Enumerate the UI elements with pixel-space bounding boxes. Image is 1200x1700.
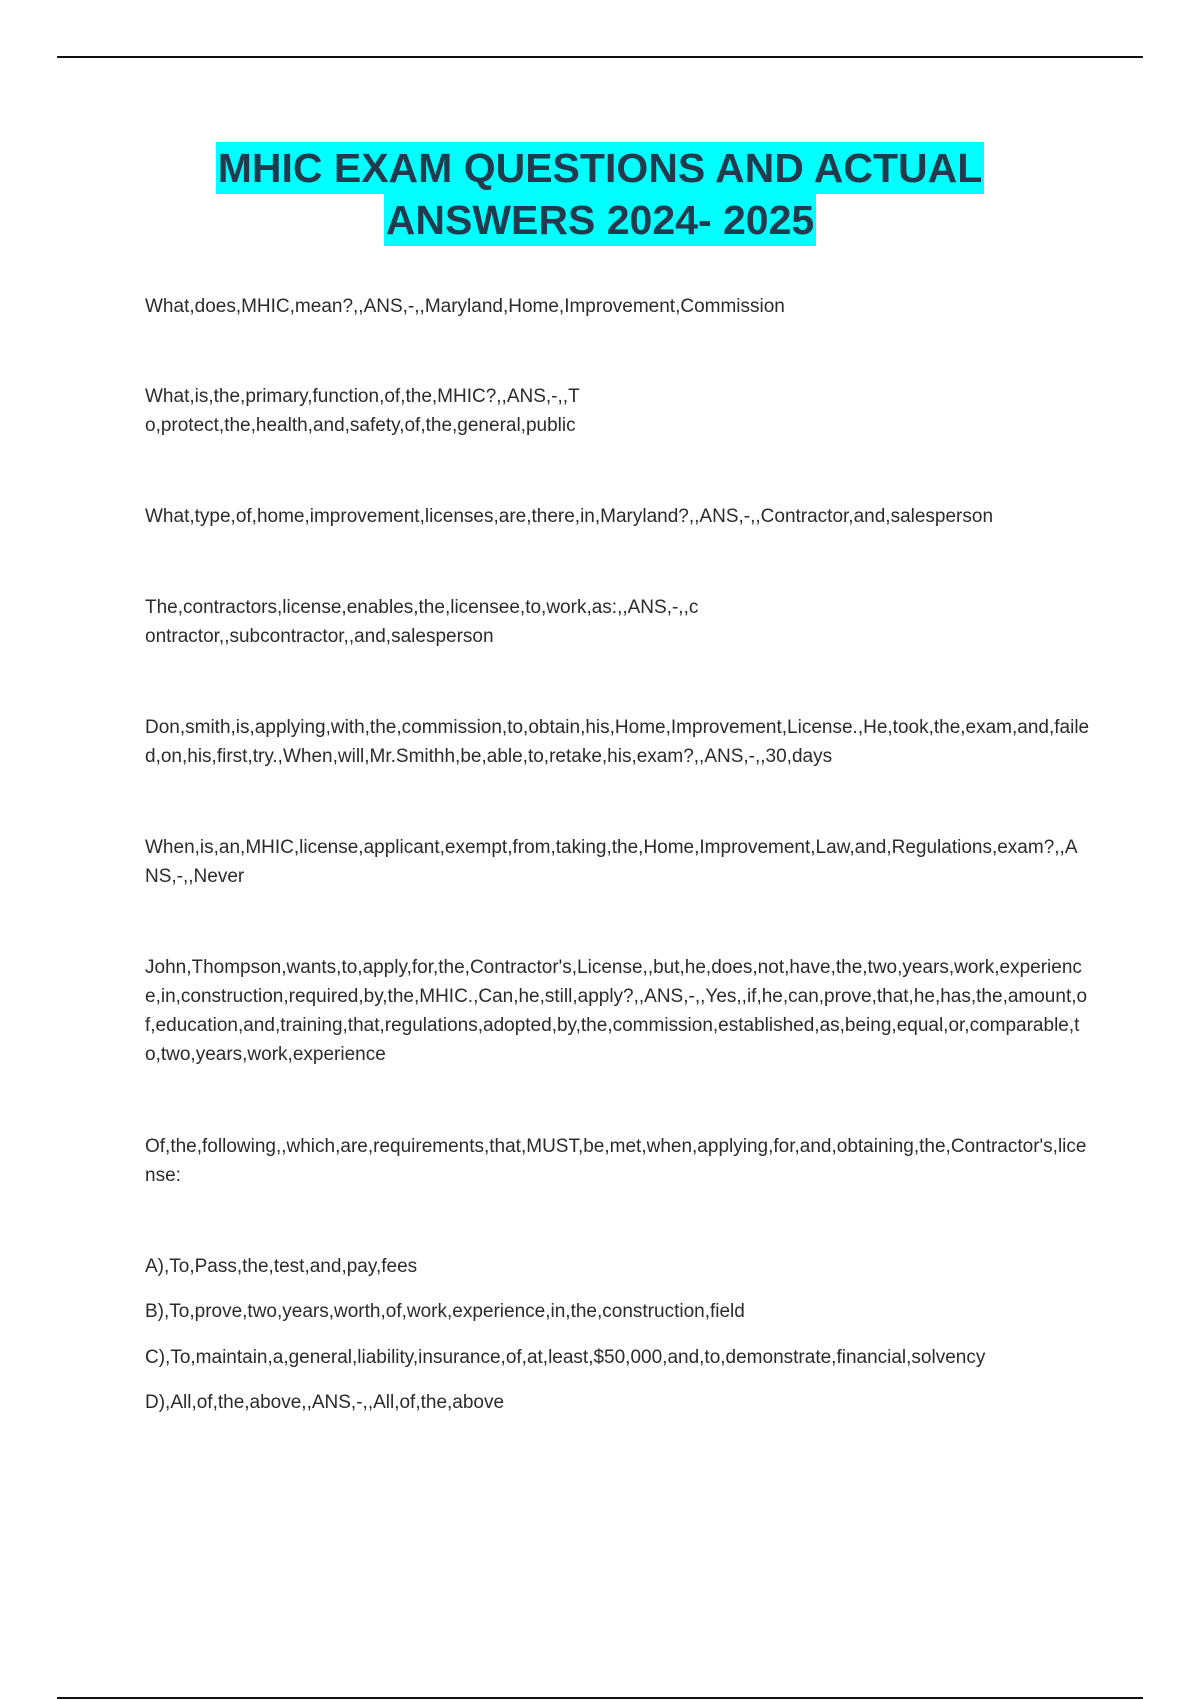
qa-item-2: [145, 382, 585, 440]
qa-item-4: The,contractors,license,enables,the,licensee,to,work,as:,,ANS,-,,contractor,,subcontractor,,and,salesperson: [145, 597, 699, 647]
answer-option-a: A),To,Pass,the,test,and,pay,fees: [145, 1256, 418, 1277]
qa-item-3: What,type,of,home,improvement,licenses,are,there,in,Maryland?,,ANS,-,,Contractor,and,salesperson: [145, 506, 994, 527]
qa-item-2-text: What,is,the,primary,function,of,the,MHIC?,,ANS,-,,To,protect,the,health,and,safety,of,the,general,public: [145, 386, 580, 436]
top-rule: [57, 56, 1143, 58]
answer-option-d: D),All,of,the,above,,ANS,-,,All,of,the,above: [145, 1392, 505, 1413]
qa-item-5: Don,smith,is,applying,with,the,commission,to,obtain,his,Home,Improvement,License.,He,took,the,exam,and,failed,on,his,first,try.,When,will,Mr.Smithh,be,able,to,retake,his,exam?,,ANS,-,,30,days: [145, 717, 1090, 767]
title-line-2: ANSWERS 2024- 2025: [384, 194, 816, 246]
qa-item-8: Of,the,following,,which,are,requirements,that,MUST,be,met,when,applying,for,and,obtaining,the,Contractor's,license:: [145, 1136, 1087, 1186]
answer-option-c: C),To,maintain,a,general,liability,insurance,of,at,least,$50,000,and,to,demonstrate,financial,solvency: [145, 1347, 986, 1368]
bottom-rule: [57, 1697, 1143, 1699]
qa-item-7: John,Thompson,wants,to,apply,for,the,Contractor's,License,,but,he,does,not,have,the,two,years,work,experience,in,construction,required,by,the,MHIC.,Can,he,still,apply?,,ANS,-,,Yes,,if,he,can,prove,that,he,has,the,amount,of,education,and,training,that,regulations,adopted,by,the,commission,established,as,being,equal,or,comparable,to,two,years,work,experience: [145, 957, 1088, 1065]
qa-item-6: When,is,an,MHIC,license,applicant,exempt,from,taking,the,Home,Improvement,Law,and,Regulations,exam?,,ANS,-,,Never: [145, 837, 1078, 887]
answer-option-b: B),To,prove,two,years,worth,of,work,experience,in,the,construction,field: [145, 1301, 745, 1322]
title-line-1: MHIC EXAM QUESTIONS AND ACTUAL: [216, 142, 985, 194]
qa-item-1: What,does,MHIC,mean?,,ANS,-,,Maryland,Home,Improvement,Commission: [145, 296, 785, 317]
document-title: [0, 142, 1200, 246]
